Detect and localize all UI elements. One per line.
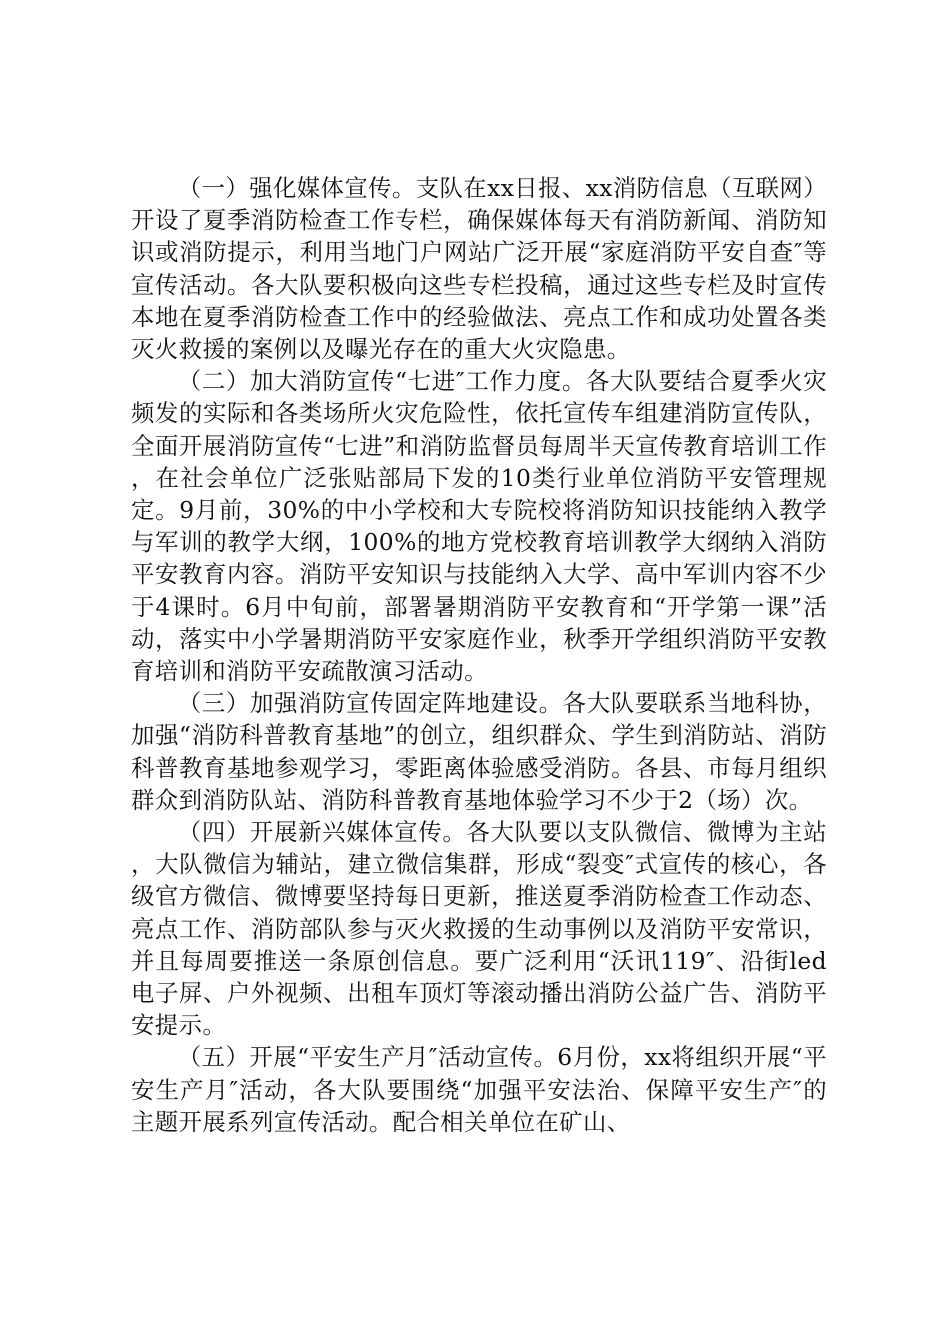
paragraph-seven-entries: （二）加大消防宣传“七进″工作力度。各大队要结合夏季火灾频发的实际和各类场所火灾危险性，依托宣传车组建消防宣传队，全面开展消防宣传“七进”和消防监督员每周半天宣传教育培训工作，在社会单位广泛张贴部局下发的10类行业单位消防平安管理规定。9月前，30%的中小学校和大专院校将消防知识技能纳入教学与军训的教学大纲，100%的地方党校教育培训教学大纲纳入消防平安教育内容。消防平安知识与技能纳入大学、高中军训内容不少于4课时。6月中旬前，部署暑期消防平安教育和“开学第一课”活动，落实中小学暑期消防平安家庭作业，秋季开学组织消防平安教育培训和消防平安疏散演习活动。 xyxy=(131,367,827,686)
paragraph-media-publicity: （一）强化媒体宣传。支队在xx日报、xx消防信息（互联网）开设了夏季消防检查工作专栏，确保媒体每天有消防新闻、消防知识或消防提示，利用当地门户网站广泛开展“家庭消防平安自查″等宣传活动。各大队要积极向这些专栏投稿，通过这些专栏及时宣传本地在夏季消防检查工作中的经验做法、亮点工作和成功处置各类灭火救援的案例以及曝光存在的重大火灾隐患。 xyxy=(131,174,827,364)
paragraph-safety-month: （五）开展“平安生产月″活动宣传。6月份，xx将组织开展“平安生产月″活动，各大队要围绕“加强平安法治、保障平安生产″的主题开展系列宣传活动。配合相关单位在矿山、 xyxy=(131,1043,827,1136)
document-body xyxy=(131,172,827,1138)
paragraph-new-media: （四）开展新兴媒体宣传。各大队要以支队微信、微博为主站，大队微信为辅站，建立微信集群，形成“裂变″式宣传的核心，各级官方微信、微博要坚持每日更新，推送夏季消防检查工作动态、亮点工作、消防部队参与灭火救援的生动事例以及消防平安常识，并且每周要推送一条原创信息。要广泛利用“沃讯119″、沿街led电子屏、户外视频、出租车顶灯等滚动播出消防公益广告、消防平安提示。 xyxy=(131,818,827,1040)
paragraph-fixed-positions: （三）加强消防宣传固定阵地建设。各大队要联系当地科协，加强“消防科普教育基地”的创立，组织群众、学生到消防站、消防科普教育基地参观学习，零距离体验感受消防。各县、市每月组织群众到消防队站、消防科普教育基地体验学习不少于2（场）次。 xyxy=(131,689,827,814)
